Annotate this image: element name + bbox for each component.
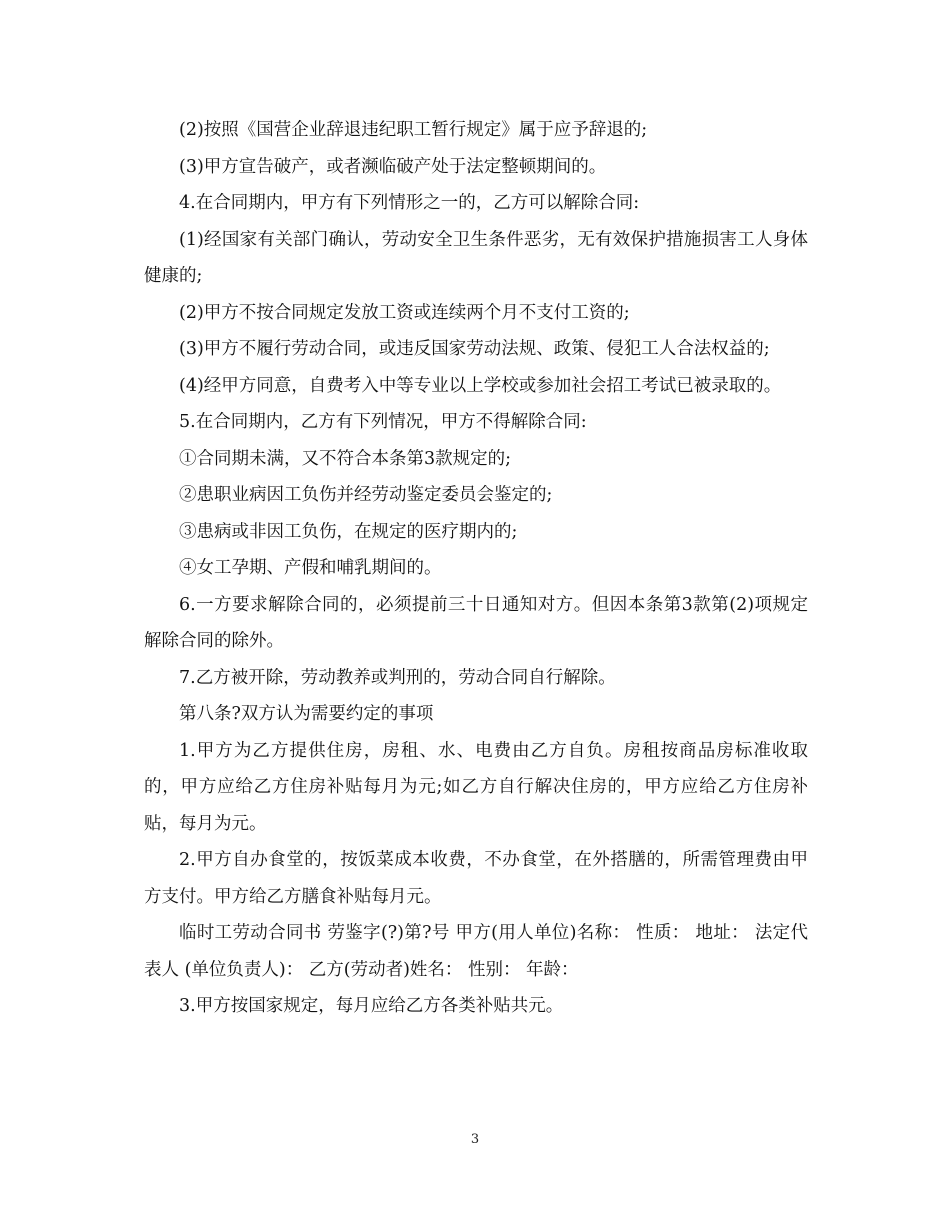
page-number: 3	[470, 1132, 480, 1147]
paragraph-1: (2)按照《国营企业辞退违纪职工暂行规定》属于应予辞退的;	[179, 120, 648, 140]
paragraph-5: (2)甲方不按合同规定发放工资或连续两个月不支付工资的;	[179, 302, 630, 323]
paragraph-16: 1.甲方为乙方提供住房，房租、水、电费由乙方自负。房租按商品房标准收取的，甲方应给乙方住房补贴每月为元;如乙方自行解决住房的，甲方应给乙方住房补贴，每月为元。	[144, 740, 808, 834]
paragraph-11: ③患病或非因工负伤，在规定的医疗期内的;	[179, 521, 518, 542]
document-body	[144, 112, 808, 1025]
paragraph-9: ①合同期未满，又不符合本条第3款规定的;	[179, 448, 512, 469]
paragraph-4: (1)经国家有关部门确认，劳动安全卫生条件恶劣，无有效保护措施损害工人身体健康的;	[144, 229, 808, 286]
paragraph-10: ②患职业病因工负伤并经劳动鉴定委员会鉴定的;	[179, 485, 553, 505]
paragraph-2: (3)甲方宣告破产，或者濒临破产处于法定整顿期间的。	[179, 156, 607, 177]
paragraph-6: (3)甲方不履行劳动合同，或违反国家劳动法规、政策、侵犯工人合法权益的;	[179, 339, 770, 359]
paragraph-8: 5.在合同期内，乙方有下列情况，甲方不得解除合同:	[179, 412, 587, 432]
paragraph-13: 6.一方要求解除合同的，必须提前三十日通知对方。但因本条第3款第(2)项规定解除合同的除外。	[144, 594, 808, 651]
paragraph-14: 7.乙方被开除，劳动教养或判刑的，劳动合同自行解除。	[179, 667, 616, 688]
paragraph-17: 2.甲方自办食堂的，按饭菜成本收费，不办食堂，在外搭膳的，所需管理费由甲方支付。甲方给乙方膳食补贴每月元。	[144, 850, 808, 907]
paragraph-3: 4.在合同期内，甲方有下列情形之一的，乙方可以解除合同:	[179, 193, 640, 213]
paragraph-18: 临时工劳动合同书 劳鉴字(?)第?号 甲方(用人单位)名称： 性质： 地址： 法定代表人 (单位负责人)： 乙方(劳动者)姓名： 性别： 年龄：	[144, 923, 808, 980]
paragraph-7: (4)经甲方同意，自费考入中等专业以上学校或参加社会招工考试已被录取的。	[179, 375, 782, 396]
paragraph-12: ④女工孕期、产假和哺乳期间的。	[179, 558, 442, 578]
section-heading-article-8: 第八条?双方认为需要约定的事项	[179, 704, 434, 724]
paragraph-19: 3.甲方按国家规定，每月应给乙方各类补贴共元。	[179, 996, 564, 1016]
